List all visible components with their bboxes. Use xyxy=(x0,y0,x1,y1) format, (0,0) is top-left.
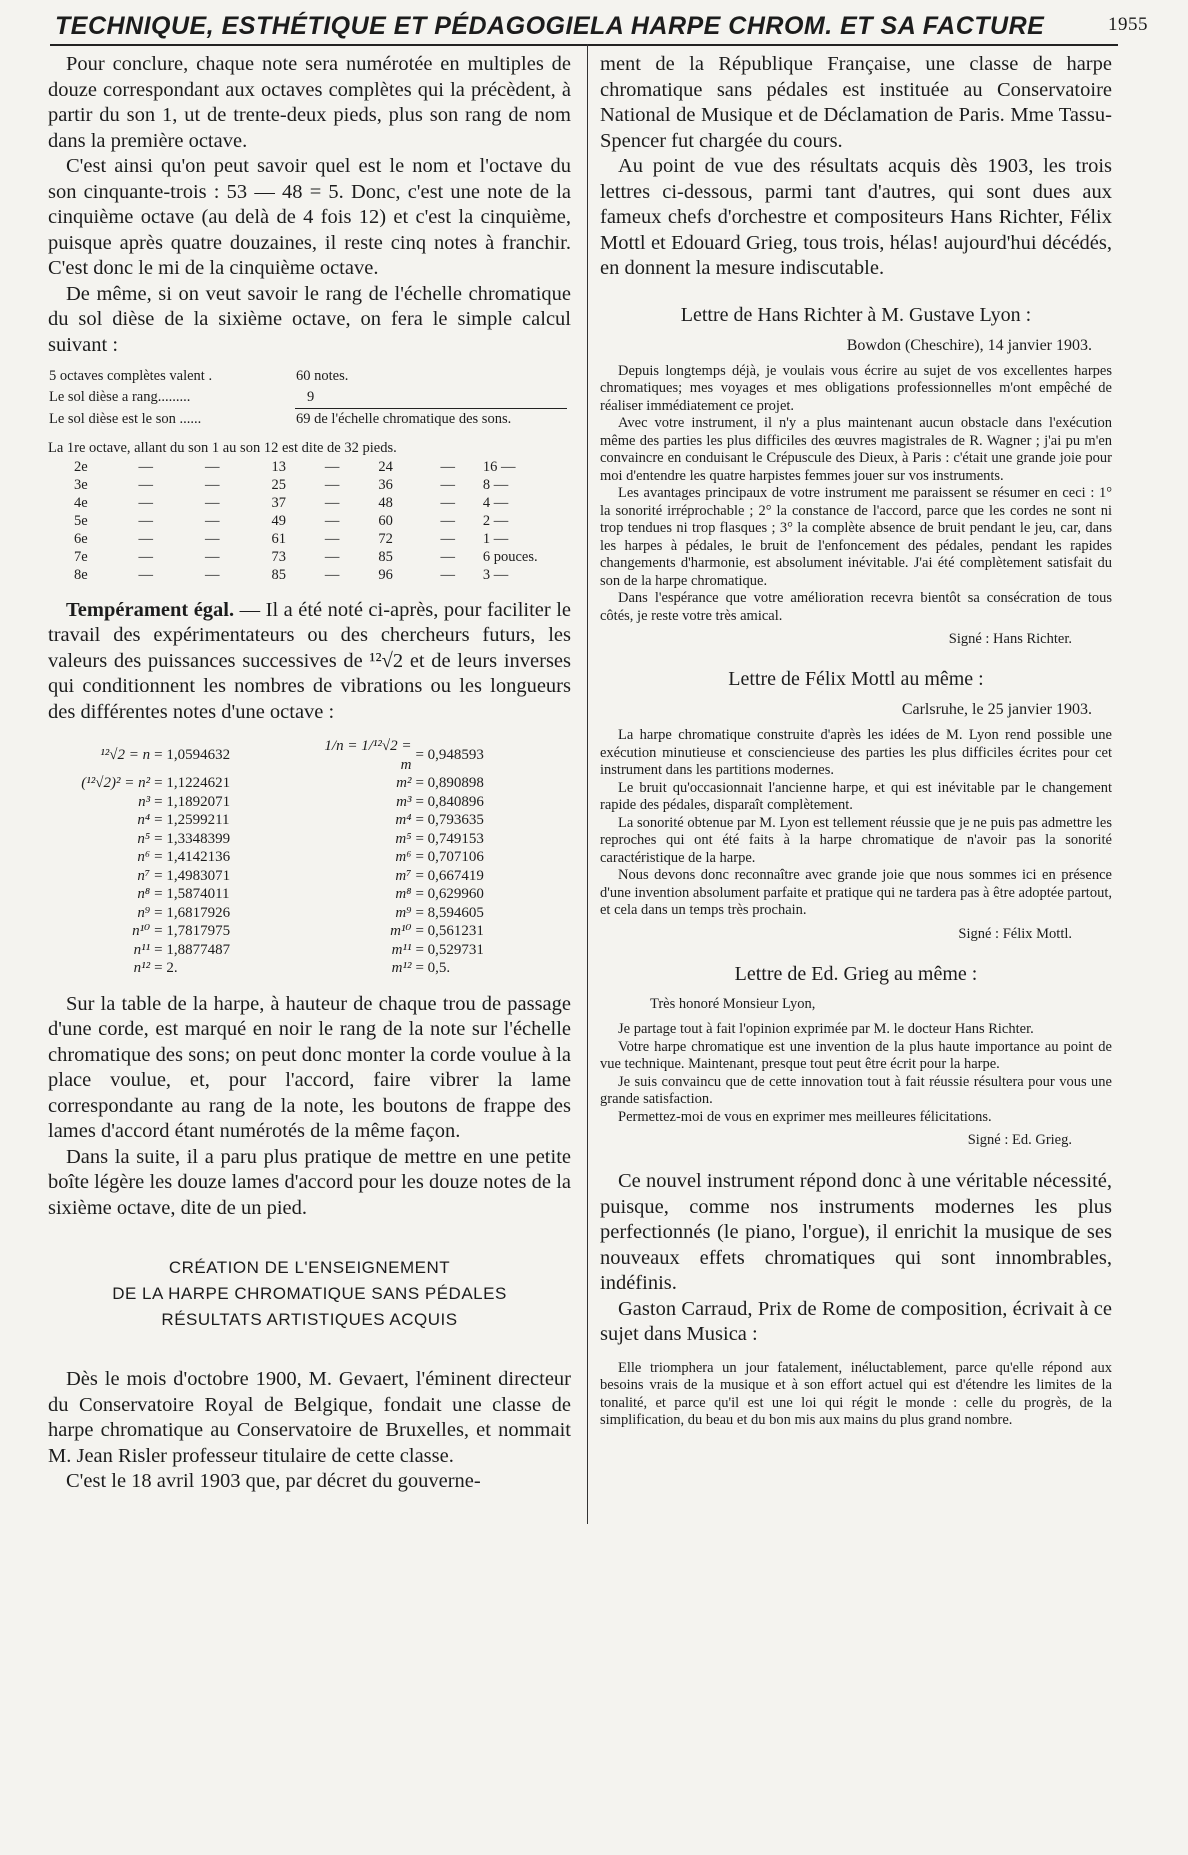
paragraph: Au point de vue des résultats acquis dès 1903, les trois lettres ci-dessous, parmi tant d'autres, qui sont dues aux fameux chefs d'orchestre et compositeurs Hans Richter, Félix Mottl et Edouard Grieg, tous trois, hélas! aujourd'hui décédés, en donnent la mesure indiscutable. xyxy=(600,155,1112,279)
octave-cell: 6e xyxy=(74,530,88,547)
octave-cell: 85 xyxy=(378,548,393,565)
octave-cell: 2 — xyxy=(482,512,509,529)
power-cell: m² xyxy=(396,775,412,791)
octave-cell: — xyxy=(138,530,153,547)
octave-cell: 48 xyxy=(378,494,393,511)
power-row xyxy=(48,941,571,960)
power-cell: = 1,1224621 xyxy=(154,775,231,791)
header-right: LA HARPE CHROM. ET SA FACTURE xyxy=(590,12,1045,40)
power-row xyxy=(48,867,571,886)
power-cell: ¹²√2 = n xyxy=(100,747,151,764)
letter-paragraph: Avec votre instrument, il n'y a plus maintenant aucun obstacle dans l'exécution même des parties les plus difficiles des œuvres magistrales de R. Wagner ; j'ai pu m'en convaincre en conduisant le Crépuscule des Dieux, à Paris : c'était une grande joie pour moi d'entendre les quatre harpistes femmes jouer sur vos instruments. xyxy=(600,415,1112,484)
octave-cell: — xyxy=(324,494,340,511)
power-row xyxy=(48,922,571,941)
paragraph xyxy=(48,598,571,726)
power-cell: = 0,561231 xyxy=(415,923,484,939)
octave-cell: 73 xyxy=(271,548,286,565)
power-cell: = 1,6817926 xyxy=(154,904,231,921)
power-row xyxy=(48,885,571,904)
letter-salutation: Très honoré Monsieur Lyon, xyxy=(650,995,816,1012)
power-cell: m⁷ xyxy=(395,867,412,884)
calculation-table xyxy=(48,366,567,430)
letter-paragraph: Le bruit qu'occasionnait l'ancienne harpe, et qui est inévitable par le changement rapide des pédales, disparaît complètement. xyxy=(600,779,1112,813)
paragraph: C'est ainsi qu'on peut savoir quel est le nom et l'octave du son cinquante-trois : 53 — 48 = 5. Donc, c'est une note de la cinquième octave (au delà de 4 fois 12) et c'est la cinquième, puisque après quatre douzaines, il reste cinq notes à franchir. C'est donc le mi de la cinquième octave. xyxy=(48,155,571,279)
octave-cell: — xyxy=(204,494,220,511)
power-cell: m¹⁰ xyxy=(390,923,412,939)
power-cell: = 1,0594632 xyxy=(154,747,231,764)
octave-cell: 4e xyxy=(74,494,88,511)
octave-cell: 3 — xyxy=(482,566,509,583)
letter-paragraph: La sonorité obtenue par M. Lyon est tellement réussie que je ne puis pas admettre les reproches qui ont été faits à la harpe chromatique de n'avoir pas la sonorité caractéristique de la harpe. xyxy=(600,814,1112,866)
octave-cell: — xyxy=(138,458,153,475)
heading-line: DE LA HARPE CHROMATIQUE SANS PÉDALES xyxy=(112,1284,507,1303)
power-cell: = 2. xyxy=(154,960,178,976)
octave-cell: 60 xyxy=(378,512,393,529)
octaves-intro: La 1re octave, allant du son 1 au son 12 est dite de 32 pieds. xyxy=(48,440,397,456)
power-cell: = 0,749153 xyxy=(415,830,484,847)
octave-cell: — xyxy=(324,458,340,475)
paragraph: Ce nouvel instrument répond donc à une véritable nécessité, puisque, comme nos instruments modernes les plus perfectionnés (le piano, l'orgue), il enrichit la musique de ses nouveaux effets chromatiques qui sont innombrables, indéfinis. xyxy=(600,1170,1112,1294)
power-cell: = 1,4983071 xyxy=(154,867,231,884)
paragraph: De même, si on veut savoir le rang de l'échelle chromatique du sol dièse de la sixième octave, on fera le simple calcul suivant : xyxy=(48,282,571,356)
octaves-table xyxy=(70,458,571,584)
letter-title: Lettre de Ed. Grieg au même : xyxy=(734,962,978,985)
letter-paragraph: Je suis convaincu que de cette innovation tout à fait réussie résultera pour vous une grande satisfaction. xyxy=(600,1073,1112,1107)
powers-table xyxy=(48,737,571,978)
calc-value: 9 xyxy=(307,389,315,405)
letter-paragraph: Je partage tout à fait l'opinion exprimée par M. le docteur Hans Richter. xyxy=(618,1021,1034,1037)
octave-cell: 2e xyxy=(74,458,88,475)
letter-paragraph: Permettez-moi de vous en exprimer mes meilleures félicitations. xyxy=(618,1108,992,1125)
power-cell: = 8,594605 xyxy=(415,904,484,921)
octave-cell: 1 — xyxy=(482,530,509,547)
letter-signature: Signé : Hans Richter. xyxy=(948,631,1072,647)
octave-cell: — xyxy=(324,512,340,529)
calc-label: Le sol dièse a rang......... xyxy=(49,389,191,405)
octave-cell: — xyxy=(138,476,153,493)
octave-row xyxy=(70,548,571,566)
letter-place-date: Bowdon (Cheschire), 14 janvier 1903. xyxy=(846,336,1092,354)
octave-cell: — xyxy=(324,476,340,493)
power-cell: n⁶ xyxy=(137,849,151,865)
octave-cell: 96 xyxy=(378,566,393,583)
octave-cell: — xyxy=(138,548,153,565)
heading-line: RÉSULTATS ARTISTIQUES ACQUIS xyxy=(161,1310,458,1329)
octave-row xyxy=(70,512,571,530)
power-row xyxy=(48,793,571,812)
power-cell: = 0,890898 xyxy=(415,775,484,791)
octave-cell: 6 pouces. xyxy=(482,548,538,565)
octave-row xyxy=(70,566,571,584)
octave-cell: — xyxy=(204,512,220,529)
paragraph: Dans la suite, il a paru plus pratique de mettre en une petite boîte légère les douze lames d'accord pour les douze notes de la sixième octave, dite de un pied. xyxy=(48,1145,571,1219)
power-row xyxy=(48,904,571,923)
octave-cell: 85 xyxy=(271,566,286,583)
power-cell: m³ xyxy=(396,793,412,810)
octave-cell: — xyxy=(204,548,220,565)
section-heading xyxy=(48,1255,571,1333)
power-cell: = 0,948593 xyxy=(415,747,484,764)
power-row xyxy=(48,774,571,793)
octave-cell: — xyxy=(204,476,220,493)
letter-title: Lettre de Hans Richter à M. Gustave Lyon : xyxy=(680,303,1032,326)
octave-cell: — xyxy=(204,530,220,547)
octave-cell: 16 — xyxy=(482,458,516,475)
running-header xyxy=(50,10,1148,46)
power-cell: = 1,8877487 xyxy=(154,941,231,958)
power-cell: = 1,5874011 xyxy=(154,886,230,902)
power-cell: = 0,707106 xyxy=(415,849,484,865)
power-row xyxy=(48,811,571,830)
octave-cell: — xyxy=(138,512,153,529)
octave-row xyxy=(70,530,571,548)
power-cell: = 0,793635 xyxy=(415,812,484,828)
power-row xyxy=(48,959,571,978)
octave-cell: 7e xyxy=(74,548,88,565)
power-row xyxy=(48,737,571,774)
power-cell: = 1,3348399 xyxy=(154,830,231,847)
power-cell: n⁹ xyxy=(137,904,151,921)
calc-label: 5 octaves complètes valent . xyxy=(49,368,213,384)
power-cell: n¹² xyxy=(133,960,151,976)
power-row xyxy=(48,830,571,849)
letter-paragraph: Votre harpe chromatique est une invention de la plus haute importance au point de vue technique. Maintenant, presque tout peut être écrit pour la harpe. xyxy=(600,1038,1112,1072)
power-cell: = 0,5. xyxy=(415,960,451,976)
power-cell: 1/n = 1/¹²√2 = m xyxy=(324,738,412,773)
letter-signature: Signé : Ed. Grieg. xyxy=(967,1132,1072,1148)
paragraph: Pour conclure, chaque note sera numérotée en multiples de douze correspondant aux octaves complètes qui la précèdent, à partir du son 1, ut de trente-deux pieds, plus son rang de nom dans la première octave. xyxy=(48,53,571,152)
octave-cell: — xyxy=(440,494,456,511)
octave-cell: — xyxy=(440,548,456,565)
power-cell: m⁹ xyxy=(395,904,412,921)
octave-cell: — xyxy=(324,566,340,583)
power-cell: n³ xyxy=(138,793,151,810)
paragraph: C'est le 18 avril 1903 que, par décret du gouverne- xyxy=(66,1470,481,1492)
letter-place-date: Carlsruhe, le 25 janvier 1903. xyxy=(901,701,1092,718)
octave-cell: — xyxy=(324,548,340,565)
power-cell: n⁵ xyxy=(137,830,151,847)
power-cell: m⁵ xyxy=(395,830,412,847)
power-cell: = 1,7817975 xyxy=(154,923,231,939)
octave-cell: — xyxy=(204,566,220,583)
octave-cell: 4 — xyxy=(482,494,509,511)
octave-cell: 5e xyxy=(74,512,88,529)
octave-cell: 24 xyxy=(378,458,393,475)
power-cell: = 0,629960 xyxy=(415,886,484,902)
octave-cell: — xyxy=(440,530,456,547)
power-cell: = 0,667419 xyxy=(415,867,484,884)
paragraph: Dès le mois d'octobre 1900, M. Gevaert, l'éminent directeur du Conservatoire Royal de Belgique, fondait une classe de harpe chromatique au Conservatoire de Bruxelles, et nommait M. Jean Risler professeur titulaire de cette classe. xyxy=(48,1368,571,1467)
octave-cell: 37 xyxy=(271,494,286,511)
power-cell: = 0,840896 xyxy=(415,793,484,810)
power-cell: m¹² xyxy=(391,960,412,976)
octave-cell: 25 xyxy=(271,476,286,493)
letter-paragraph: Les avantages principaux de votre instrument me paraissent se résumer en ceci : 1° la sonorité irréprochable ; 2° la constance de l'accord, parce que les cordes ne sont ni trop tendues ni trop flasques ; 3° la complète absence de bruit pendant le jeu, car, dans les harpes à pédales, le bruit de l'enfoncement des pédales, pendant les rapides changements d'harmonie, est absolument inévitable. J'ai été complètement satisfait du son de la harpe chromatique. xyxy=(600,485,1112,589)
paragraph-text: — Il a été noté ci-après, pour faciliter le travail des expérimentateurs ou des chercheurs futurs, les valeurs des puissances successives de ¹²√2 et de leurs inverses qui conditionnent les nombres de vibrations ou les longueurs des différentes notes d'une octave : xyxy=(48,598,571,723)
letter-signature: Signé : Félix Mottl. xyxy=(958,925,1072,942)
octave-cell: 49 xyxy=(271,512,286,529)
octave-row xyxy=(70,476,571,494)
octave-cell: — xyxy=(204,458,220,475)
letter-paragraph: Nous devons donc reconnaître avec grande joie que nous sommes ici en présence d'une invention absolument parfaite et pratique qui ne tardera pas à être adoptée partout, et cela dans un temps très prochain. xyxy=(600,867,1112,918)
power-cell: = 0,529731 xyxy=(415,941,484,958)
octave-cell: 61 xyxy=(271,530,286,547)
power-cell: m⁶ xyxy=(395,849,412,865)
column-rule xyxy=(587,44,588,1524)
octave-cell: 8 — xyxy=(482,476,509,493)
octave-cell: — xyxy=(440,458,456,475)
octave-cell: 72 xyxy=(378,530,393,547)
page-number: 1955 xyxy=(1108,14,1148,35)
letter-title: Lettre de Félix Mottl au même : xyxy=(728,668,984,690)
calc-value: 69 de l'échelle chromatique des sons. xyxy=(295,409,567,431)
paragraph: ment de la République Française, une classe de harpe chromatique sans pédales est instituée au Conservatoire National de Musique et de Déclamation de Paris. Mme Tassu-Spencer fut chargée du cours. xyxy=(600,53,1112,152)
octave-row xyxy=(70,458,571,476)
octave-cell: — xyxy=(324,530,340,547)
octave-cell: 36 xyxy=(378,476,393,493)
octave-cell: — xyxy=(440,512,456,529)
paragraph: Sur la table de la harpe, à hauteur de chaque trou de passage d'une corde, est marqué en noir le rang de la note sur l'échelle chromatique des sons; on peut donc monter la corde voulue à la place voulue, et, pour l'accord, faire vibrer la lame correspondante au rang de la note, les boutons de frappe des lames d'accord étant numérotés de la même façon. xyxy=(48,992,571,1142)
power-cell: n⁸ xyxy=(137,886,151,902)
power-cell: m⁸ xyxy=(395,886,412,902)
section-title: Tempérament égal. xyxy=(66,598,235,621)
power-cell: n⁷ xyxy=(137,867,151,884)
letter-paragraph: Dans l'espérance que votre amélioration recevra bientôt sa consécration de tous côtés, je reste votre très amical. xyxy=(600,590,1112,624)
power-cell: n¹¹ xyxy=(133,941,151,958)
power-cell: = 1,2599211 xyxy=(154,812,230,828)
power-row xyxy=(48,848,571,867)
octave-cell: — xyxy=(138,566,153,583)
power-cell: = 1,4142136 xyxy=(154,849,231,865)
octave-cell: — xyxy=(138,494,153,511)
left-column xyxy=(48,52,571,1495)
paragraph: Gaston Carraud, Prix de Rome de composition, écrivait à ce sujet dans Musica : xyxy=(600,1297,1112,1345)
power-cell: (¹²√2)² = n² xyxy=(81,775,151,791)
letter-paragraph: Depuis longtemps déjà, je voulais vous écrire au sujet de vos excellentes harpes chromatiques; mes voyages et mes obligations professionnelles m'ont empêché de réaliser immédiatement ce projet. xyxy=(600,362,1112,414)
octave-cell: — xyxy=(440,476,456,493)
power-cell: = 1,1892071 xyxy=(154,793,231,810)
header-left: TECHNIQUE, ESTHÉTIQUE ET PÉDAGOGIE xyxy=(55,12,591,40)
heading-line: CRÉATION DE L'ENSEIGNEMENT xyxy=(168,1258,451,1277)
letter-paragraph: La harpe chromatique construite d'après les idées de M. Lyon rend possible une exécution minutieuse et consciencieuse des parties les plus difficiles écrites pour cet instrument dans les partitions modernes. xyxy=(600,727,1112,778)
octave-cell: 8e xyxy=(74,566,88,583)
octave-cell: 13 xyxy=(271,458,286,475)
power-cell: m⁴ xyxy=(395,812,412,828)
octave-cell: — xyxy=(440,566,456,583)
calc-label: Le sol dièse est le son ...... xyxy=(49,410,202,427)
right-column xyxy=(600,52,1112,1430)
power-cell: m¹¹ xyxy=(391,941,412,958)
calc-value: 60 notes. xyxy=(296,368,349,384)
power-cell: n¹⁰ xyxy=(132,923,151,939)
quotation: Elle triomphera un jour fatalement, inéluctablement, parce qu'elle répond aux besoins vrais de la musique et à son effort actuel qui est d'étendre les limites de la tonalité, et parce qu'il est une loi qui régit le monde : celle du progrès, de la simplification, du beau et du bon mis aux mains du plus grand nombre. xyxy=(600,1359,1112,1428)
octave-row xyxy=(70,494,571,512)
power-cell: n⁴ xyxy=(137,812,151,828)
octave-cell: 3e xyxy=(74,476,88,493)
